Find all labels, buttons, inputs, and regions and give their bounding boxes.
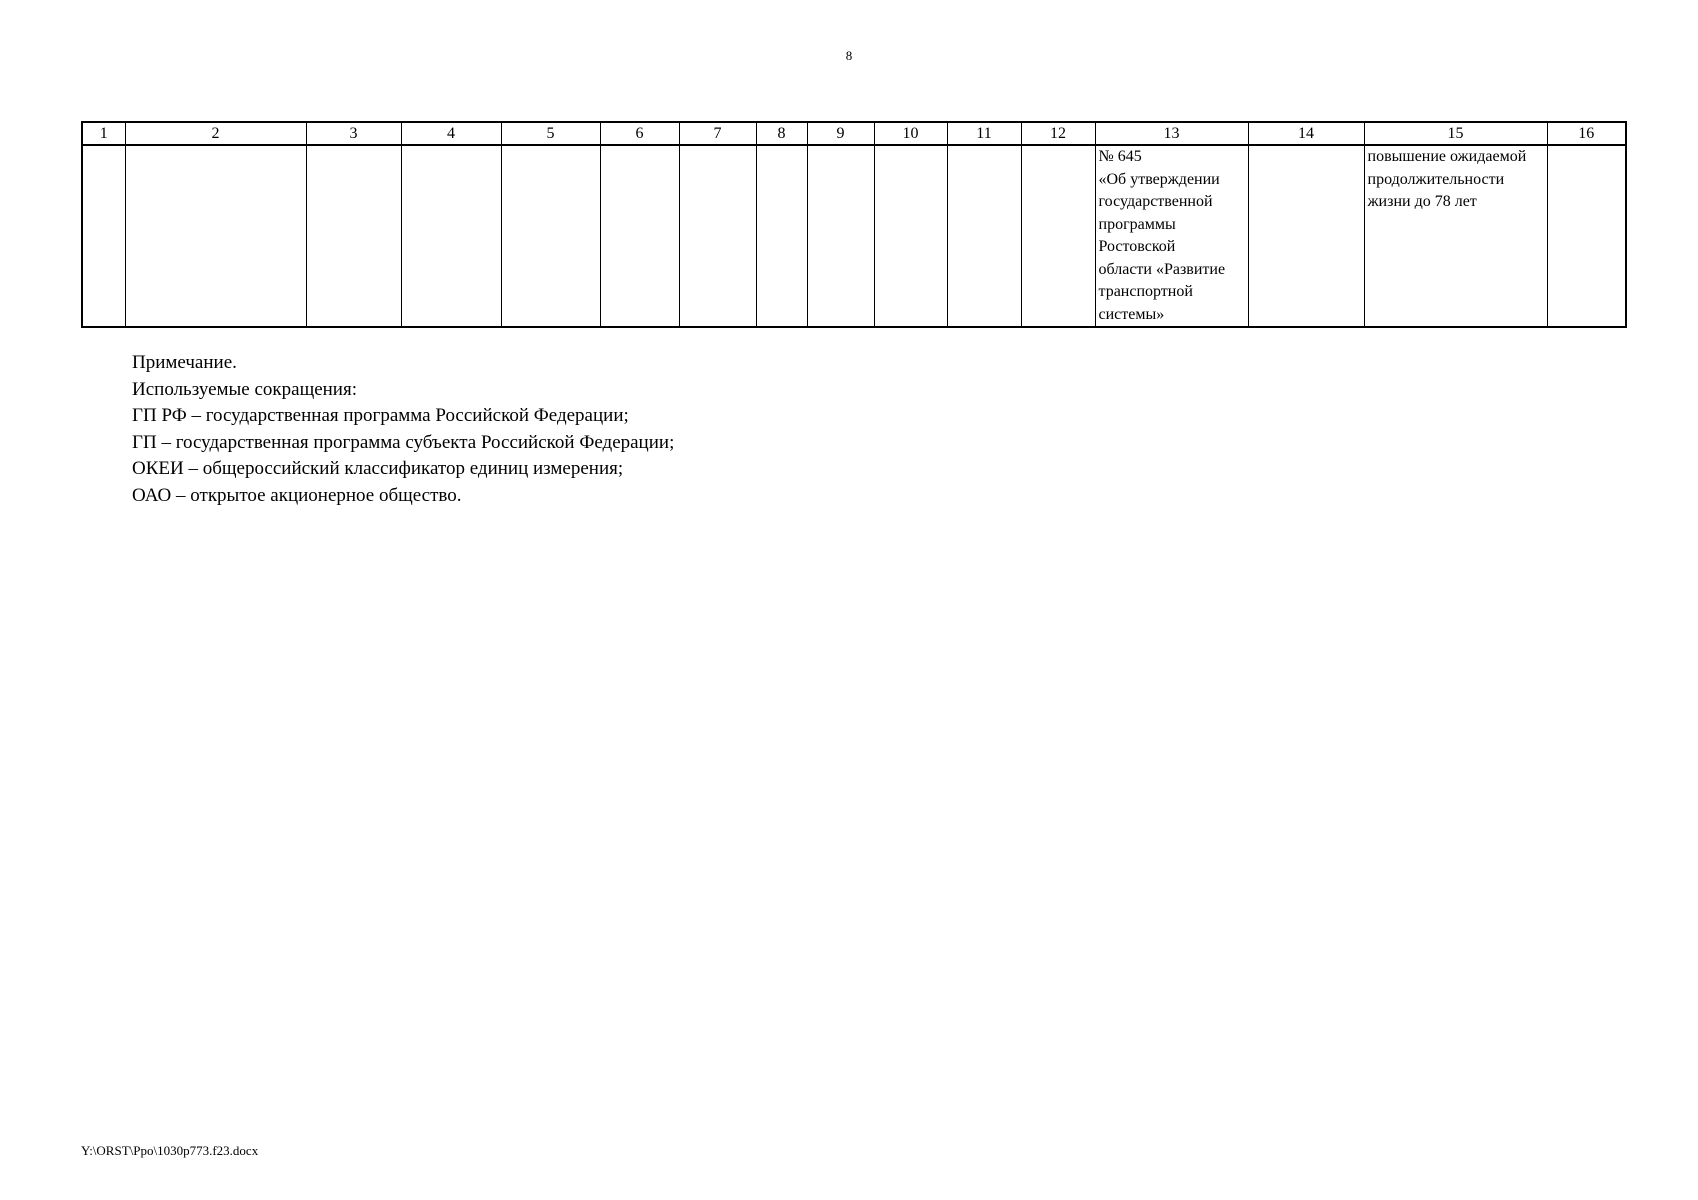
table-cell-2 bbox=[125, 145, 306, 327]
column-header-6: 6 bbox=[600, 122, 679, 145]
column-header-7: 7 bbox=[679, 122, 756, 145]
column-header-9: 9 bbox=[807, 122, 874, 145]
abbreviation-item: ОАО – открытое акционерное общество. bbox=[132, 484, 462, 506]
table-cell-8 bbox=[756, 145, 807, 327]
table-header-row bbox=[82, 122, 1626, 145]
table-cell-7 bbox=[679, 145, 756, 327]
column-header-14: 14 bbox=[1248, 122, 1364, 145]
table-cell-10 bbox=[874, 145, 947, 327]
cell-13-line: области «Развитие bbox=[1098, 260, 1226, 278]
column-header-8: 8 bbox=[756, 122, 807, 145]
column-header-5: 5 bbox=[501, 122, 600, 145]
cell-13-line: № 645 bbox=[1098, 148, 1142, 165]
abbreviation-item: ГП – государственная программа субъекта Российской Федерации; bbox=[132, 431, 675, 453]
note-title: Примечание. bbox=[132, 352, 237, 373]
cell-13-line: «Об утверждении bbox=[1098, 170, 1220, 188]
cell-15-line: жизни до 78 лет bbox=[1367, 193, 1477, 210]
table-cell-16 bbox=[1547, 145, 1626, 327]
table-cell-9 bbox=[807, 145, 874, 327]
table-cell-12 bbox=[1021, 145, 1095, 327]
data-table bbox=[81, 121, 1627, 328]
page-number: 8 bbox=[845, 48, 853, 63]
abbreviation-item: ГП РФ – государственная программа Российской Федерации; bbox=[132, 405, 629, 427]
column-header-3: 3 bbox=[306, 122, 401, 145]
table-cell-15 bbox=[1364, 145, 1547, 327]
column-header-10: 10 bbox=[874, 122, 947, 145]
table-row bbox=[82, 145, 1626, 327]
table-cell-11 bbox=[947, 145, 1021, 327]
column-header-13: 13 bbox=[1095, 122, 1248, 145]
abbreviation-item: ОКЕИ – общероссийский классификатор единиц измерения; bbox=[132, 458, 624, 480]
column-header-15: 15 bbox=[1364, 122, 1547, 145]
cell-15-line: повышение ожидаемой bbox=[1367, 148, 1527, 165]
column-header-4: 4 bbox=[401, 122, 501, 145]
cell-13-line: системы» bbox=[1098, 305, 1165, 323]
column-header-11: 11 bbox=[947, 122, 1021, 145]
cell-13-line: транспортной bbox=[1098, 283, 1193, 300]
cell-13-line: Ростовской bbox=[1098, 238, 1176, 255]
note-subtitle: Используемые сокращения: bbox=[132, 378, 357, 400]
table-cell-13 bbox=[1095, 145, 1248, 327]
table-cell-5 bbox=[501, 145, 600, 327]
column-header-2: 2 bbox=[125, 122, 306, 145]
table-cell-1 bbox=[82, 145, 125, 327]
cell-13-line: программы bbox=[1098, 215, 1176, 233]
table-cell-3 bbox=[306, 145, 401, 327]
table-cell-4 bbox=[401, 145, 501, 327]
cell-13-line: государственной bbox=[1098, 193, 1213, 210]
column-header-16: 16 bbox=[1547, 122, 1626, 145]
note-section bbox=[132, 350, 674, 510]
table-cell-14 bbox=[1248, 145, 1364, 327]
file-path: Y:\ORST\Ppo\1030p773.f23.docx bbox=[81, 1143, 259, 1158]
column-header-1: 1 bbox=[82, 122, 125, 145]
cell-15-line: продолжительности bbox=[1367, 170, 1505, 188]
table-cell-6 bbox=[600, 145, 679, 327]
column-header-12: 12 bbox=[1021, 122, 1095, 145]
